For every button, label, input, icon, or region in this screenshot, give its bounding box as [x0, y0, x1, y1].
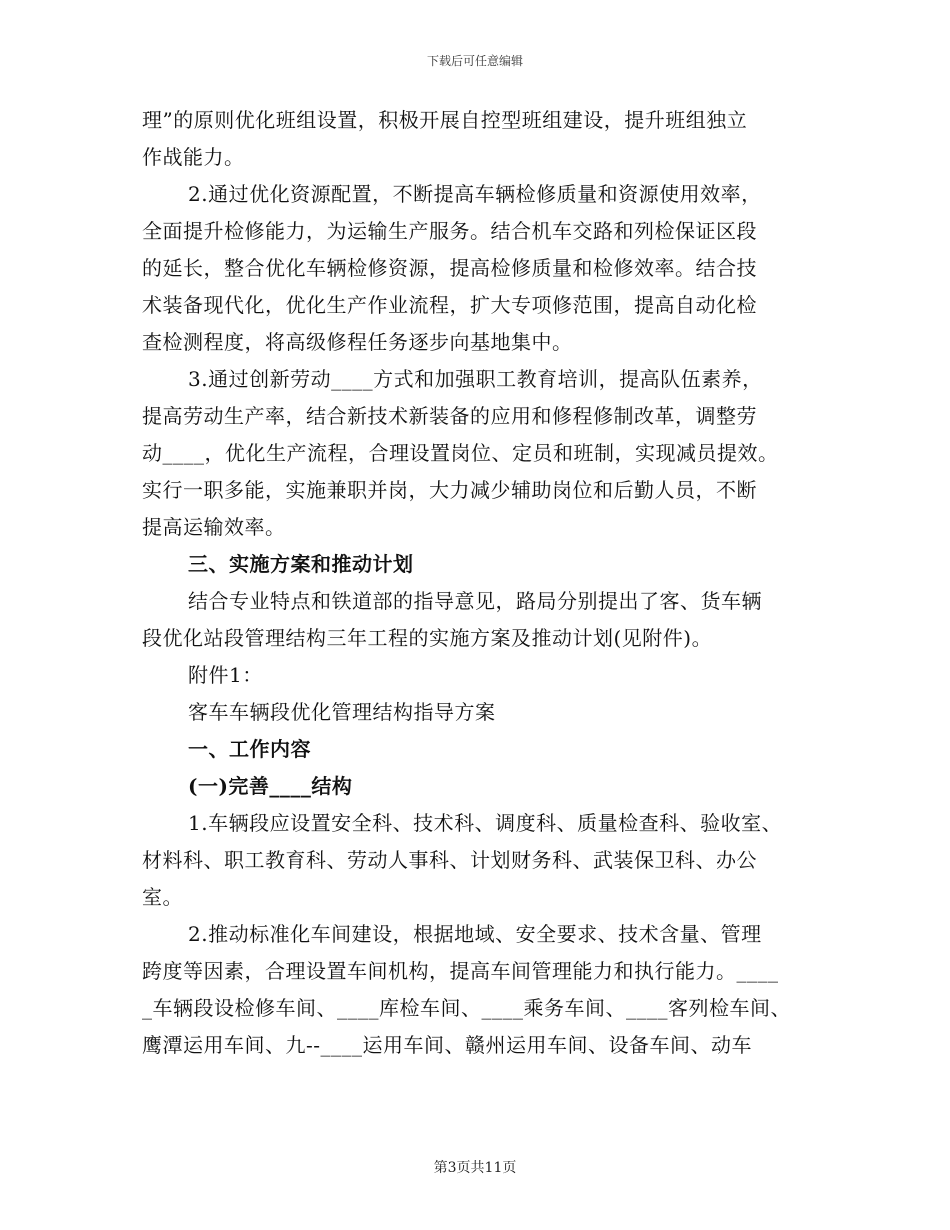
document-body	[142, 102, 822, 1064]
text-line: 3.通过创新劳动____方式和加强职工教育培训，提高队伍素养，	[188, 367, 763, 391]
text-line: 查检测程度，将高级修程任务逐步向基地集中。	[142, 330, 573, 354]
text-line: 材料科、职工教育科、劳动人事科、计划财务科、武装保卫科、办公	[142, 848, 757, 872]
text-line: 鹰潭运用车间、九--____运用车间、赣州运用车间、设备车间、动车	[142, 1033, 753, 1057]
text-line: 跨度等因素，合理设置车间机构，提高车间管理能力和执行能力。____	[142, 959, 779, 983]
text-line: 作战能力。	[142, 145, 245, 169]
text-line: 室。	[142, 885, 183, 909]
text-line: 实行一职多能，实施兼职并岗，大力减少辅助岗位和后勤人员，不断	[142, 478, 757, 502]
section-heading: 一、工作内容	[188, 737, 311, 761]
text-line: 全面提升检修能力，为运输生产服务。结合机车交路和列检保证区段	[142, 219, 757, 243]
text-line: 提高劳动生产率，结合新技术新装备的应用和修程修制改革，调整劳	[142, 404, 757, 428]
text-line: 结合专业特点和铁道部的指导意见，路局分别提出了客、货车辆	[188, 589, 762, 613]
text-line: 附件1：	[188, 663, 263, 687]
text-line: 段优化站段管理结构三年工程的实施方案及推动计划(见附件)。	[142, 626, 713, 650]
text-line: 2.通过优化资源配置，不断提高车辆检修质量和资源使用效率，	[188, 182, 762, 206]
section-heading: (一)完善____结构	[188, 774, 353, 798]
section-heading: 三、实施方案和推动计划	[188, 552, 414, 576]
text-line: _车辆段设检修车间、____库检车间、____乘务车间、____客列检车间、	[142, 996, 791, 1020]
text-line: 动____，优化生产流程，合理设置岗位、定员和班制，实现减员提效。	[142, 441, 779, 465]
text-line: 客车车辆段优化管理结构指导方案	[188, 700, 496, 724]
text-line: 术装备现代化，优化生产作业流程，扩大专项修范围，提高自动化检	[142, 293, 757, 317]
text-line: 理”的原则优化班组设置，积极开展自控型班组建设，提升班组独立	[142, 108, 748, 132]
text-line: 1.车辆段应设置安全科、技术科、调度科、质量检查科、验收室、	[188, 811, 783, 835]
text-line: 提高运输效率。	[142, 515, 286, 539]
page-number: 第3页共11页	[433, 1160, 517, 1176]
page-header: 下载后可任意编辑	[426, 54, 523, 68]
text-line: 2.推动标准化车间建设，根据地域、安全要求、技术含量、管理	[188, 922, 762, 946]
text-line: 的延长，整合优化车辆检修资源，提高检修质量和检修效率。结合技	[142, 256, 757, 280]
